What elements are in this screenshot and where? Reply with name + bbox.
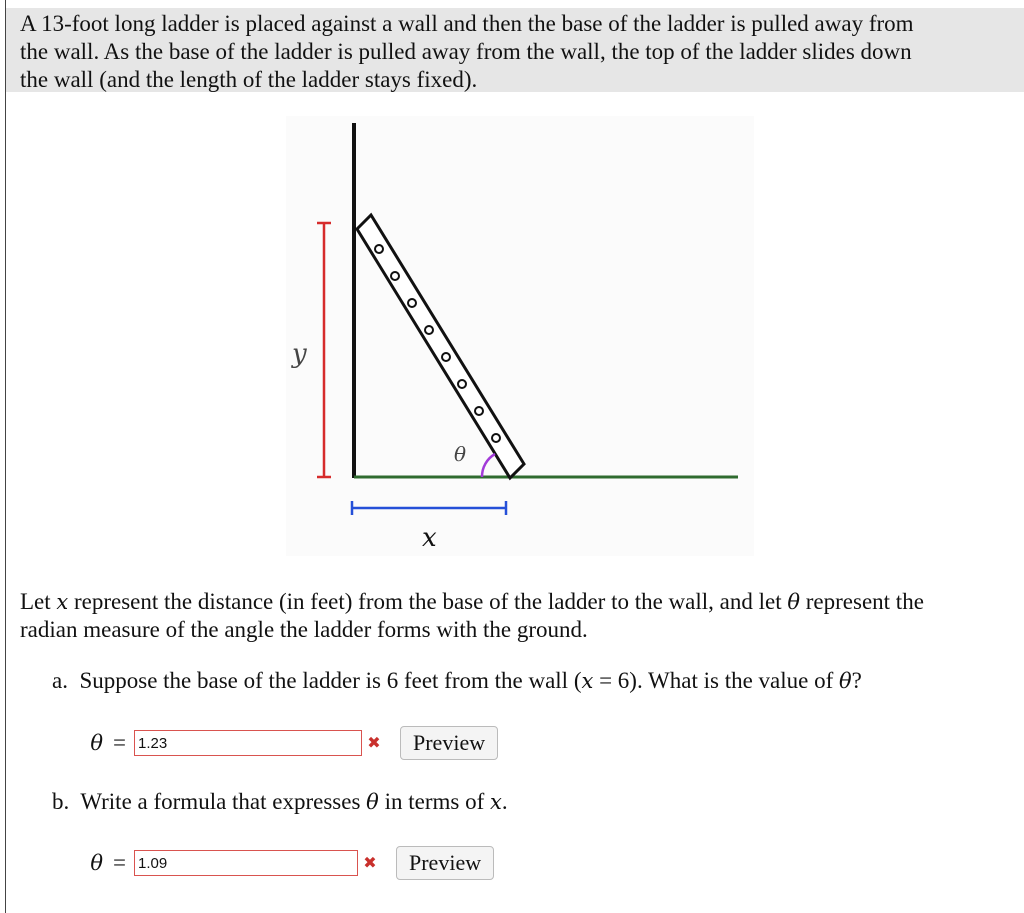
x-label: x xyxy=(422,523,437,553)
part-a-answer-label: θ = xyxy=(90,730,126,755)
problem-line-1: A 13-foot long ladder is placed against a wall and then the base of the ladder is pulled away from xyxy=(20,11,914,36)
var-theta: θ xyxy=(839,669,852,693)
ladder-diagram xyxy=(286,116,754,556)
part-a-question: a. Suppose the base of the ladder is 6 feet from the wall (x = 6). What is the value of θ? xyxy=(52,668,862,693)
problem-line-3: the wall (and the length of the ladder stays fixed). xyxy=(20,67,478,92)
incorrect-icon: ✖ xyxy=(363,855,377,872)
incorrect-icon: ✖ xyxy=(367,735,381,752)
var-x: x xyxy=(489,790,502,814)
problem-statement xyxy=(6,8,1024,92)
variable-definitions xyxy=(20,588,1020,644)
intro-line-2: radian measure of the angle the ladder forms with the ground. xyxy=(20,617,588,642)
part-a-preview-button[interactable]: Preview xyxy=(400,726,498,760)
part-b-question: b. Write a formula that expresses θ in terms of x. xyxy=(52,789,508,814)
part-a-prefix: a. xyxy=(52,668,68,693)
intro-line-1: Let x represent the distance (in feet) from the base of the ladder to the wall, and let θ represent the xyxy=(20,589,924,614)
var-x: x xyxy=(56,590,69,614)
problem-line-2: the wall. As the base of the ladder is pulled away from the wall, the top of the ladder slides down xyxy=(20,39,912,64)
part-b-answer-input[interactable] xyxy=(134,850,358,876)
ladder-figure xyxy=(286,116,754,556)
part-b-answer-label: θ = xyxy=(90,850,126,875)
theta-label: θ xyxy=(454,442,467,466)
var-x: x xyxy=(581,669,594,693)
var-theta: θ xyxy=(366,790,379,814)
var-theta: θ xyxy=(787,590,801,614)
part-a-answer-input[interactable] xyxy=(134,730,362,756)
left-border xyxy=(5,0,6,913)
part-b-preview-button[interactable]: Preview xyxy=(396,846,494,880)
part-b-answer-row xyxy=(80,846,494,880)
part-a-answer-row xyxy=(80,726,498,760)
part-b-prefix: b. xyxy=(52,789,70,814)
y-label: y xyxy=(292,339,307,369)
figure-background xyxy=(286,116,754,556)
